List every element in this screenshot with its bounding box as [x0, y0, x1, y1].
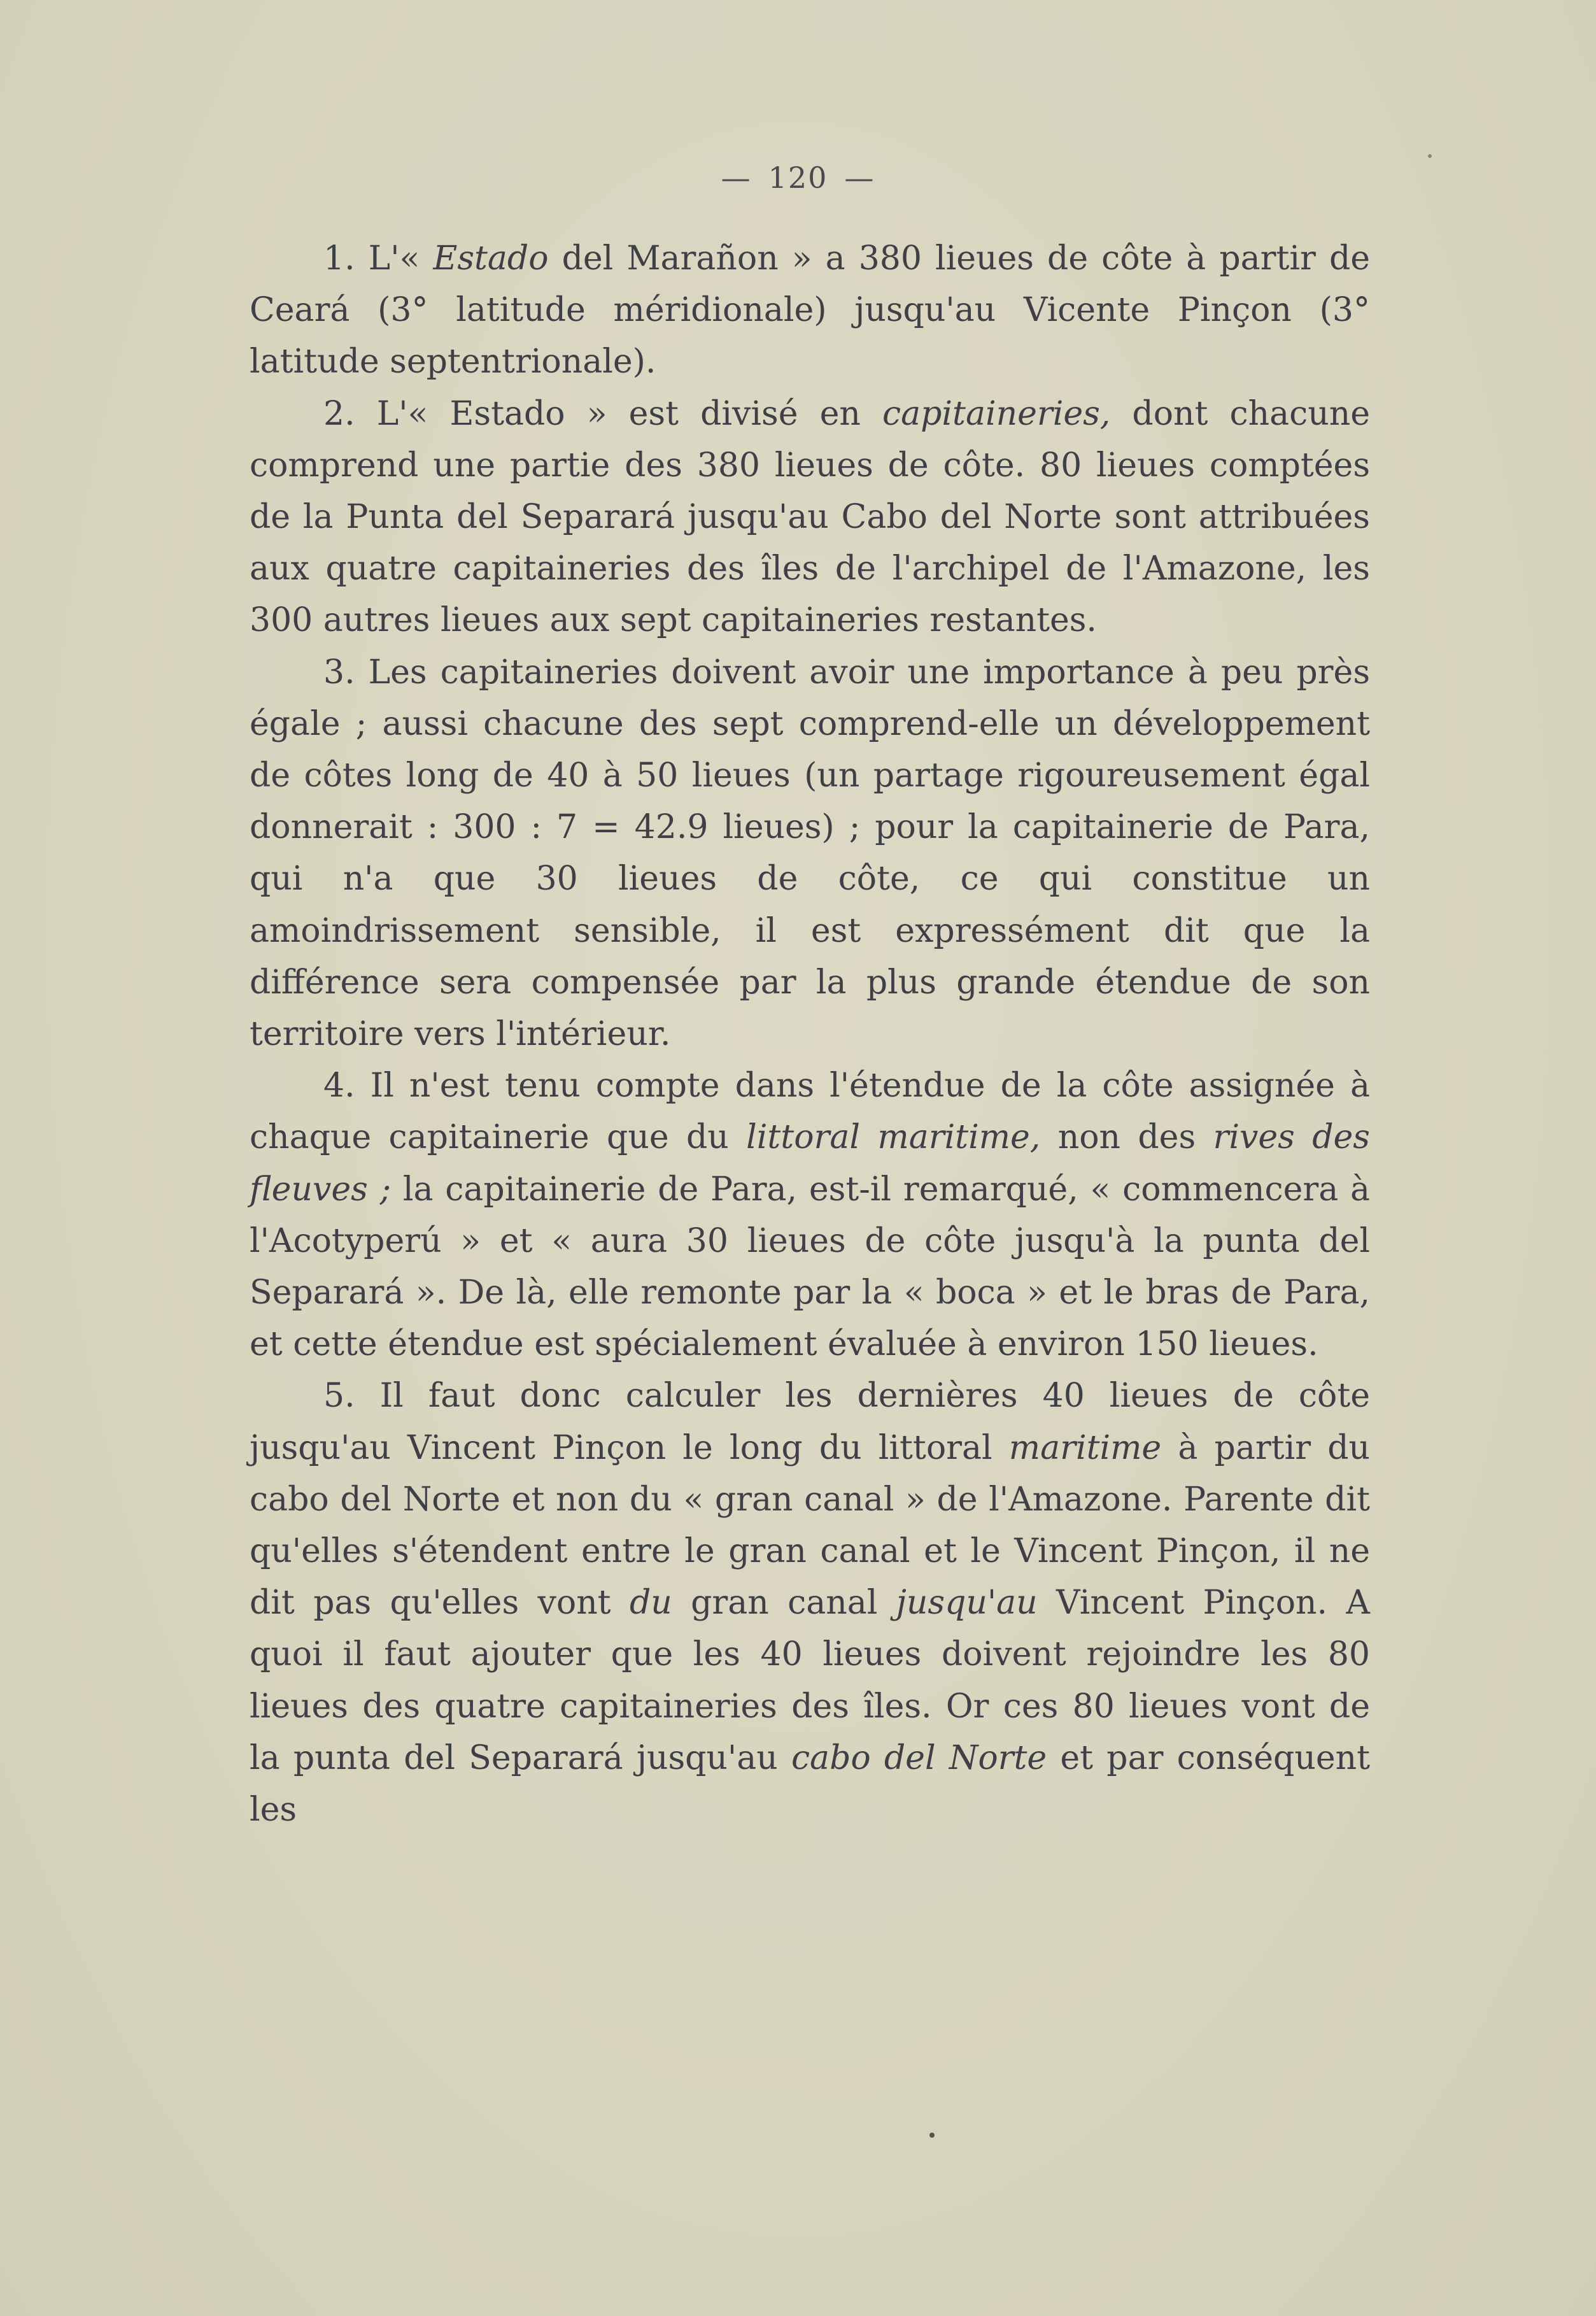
- italic-text: cabo del Norte: [791, 1738, 1047, 1777]
- paragraph: [250, 1370, 1370, 1836]
- italic-text: capitaineries,: [882, 394, 1111, 433]
- italic-text: maritime: [1008, 1428, 1162, 1467]
- text-run: 5. Il faut donc calculer les dernières 40 lieues de côte jusqu'au Vincent Pinçon le long du littoral: [250, 1377, 1370, 1467]
- text-run: 3. Les capitaineries doivent avoir une importance à peu près égale ; aussi chacune des sept comprend-elle un développement de côtes long de 40 à 50 lieues (un partage rigoureusement égal donnerait : 300 : 7 = 42.9 lieues) ; pour la capitainerie de Para, qui n'a que 30 lieues de côte, ce qui constitue un amoindrissement sensible, il est expressément dit que la différence sera compensée par la plus grande étendue de son territoire vers l'intérieur.: [250, 653, 1370, 1054]
- text-run: à partir du cabo del Norte et non du « gran canal » de l'Amazone. Parente dit qu'elles s'étendent entre le gran canal et le Vincent Pinçon, il ne dit pas qu'elles vont: [250, 1428, 1371, 1623]
- header-dash-right: —: [844, 160, 875, 195]
- italic-text: Estado: [433, 239, 549, 278]
- italic-text: rives des fleuves ;: [250, 1118, 1370, 1209]
- paragraph: [250, 388, 1370, 647]
- italic-text: du: [629, 1584, 672, 1623]
- page-header: [0, 160, 1596, 195]
- text-run: Vincent Pinçon. A quoi il faut ajouter que les 40 lieues doivent rejoindre les 80 lieues des quatre capitaineries des îles. Or ces 80 lieues vont de la punta del Separará jusqu'au: [250, 1584, 1370, 1777]
- ink-speck: [1428, 154, 1432, 158]
- text-run: 1. L'«: [323, 239, 434, 278]
- text-run: 4. Il n'est tenu compte dans l'étendue de la côte assignée à chaque capitainerie que du: [250, 1067, 1370, 1157]
- text-run: non des: [1040, 1118, 1213, 1157]
- page-number: 120: [768, 160, 828, 195]
- ink-speck: [929, 2133, 935, 2138]
- header-dash-left: —: [721, 160, 752, 195]
- italic-text: jusqu'au: [896, 1584, 1038, 1623]
- paragraph: [250, 233, 1370, 388]
- paragraph: [250, 647, 1370, 1061]
- paragraph: [250, 1060, 1370, 1370]
- italic-text: littoral maritime,: [746, 1118, 1041, 1157]
- text-run: 2. L'« Estado » est divisé en: [323, 394, 882, 433]
- text-run: la capitainerie de Para, est-il remarqué, « commencera à l'Acotyperú » et « aura 30 lieues de côte jusqu'à la punta del Separará ». De là, elle remonte par la « boca » et le bras de Para, et cette étendue est spécialement évaluée à environ 150 lieues.: [250, 1170, 1370, 1364]
- text-run: del Marañon » a 380 lieues de côte à partir de Ceará (3° latitude méridionale) jusqu'au Vicente Pinçon (3° latitude septentrionale).: [250, 239, 1371, 381]
- text-run: dont chacune comprend une partie des 380 lieues de côte. 80 lieues comptées de la Punta del Separará jusqu'au Cabo del Norte sont attribuées aux quatre capitaineries des îles de l'archipel de l'Amazone, les 300 autres lieues aux sept capitaineries restantes.: [250, 394, 1371, 640]
- text-run: et par conséquent les: [250, 1738, 1370, 1829]
- body-text: [250, 233, 1370, 1836]
- text-run: gran canal: [672, 1584, 896, 1623]
